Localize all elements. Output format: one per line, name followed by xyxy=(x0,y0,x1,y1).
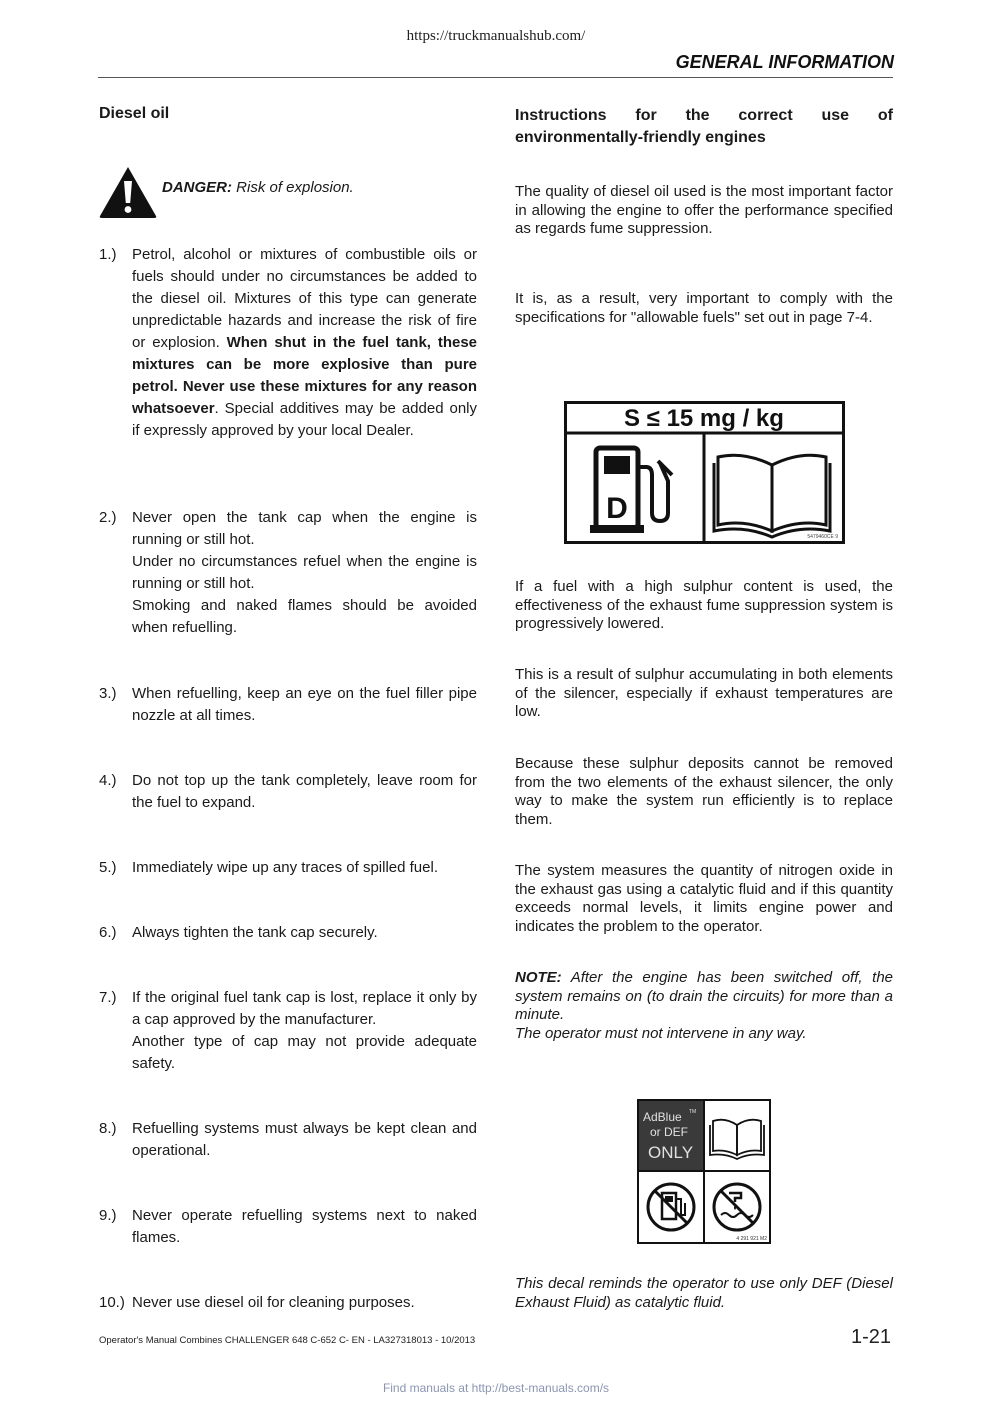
list-number: 5.) xyxy=(99,859,117,876)
list-number: 3.) xyxy=(99,685,117,702)
list-text: Never use diesel oil for cleaning purposes. xyxy=(132,1294,415,1311)
sulphur-fuel-decal xyxy=(564,401,845,544)
list-item xyxy=(99,922,477,944)
def-label-or-def: or DEF xyxy=(650,1125,689,1139)
note-text: After the engine has been switched off, the system remains on (to drain the circuits) for more than a minute. xyxy=(515,969,893,1023)
paragraph: The system measures the quantity of nitrogen oxide in the exhaust gas using a catalytic fluid and if this quantity exceeds normal levels, it limits engine power and indicates the problem to the operator. xyxy=(515,862,893,935)
note-label: NOTE: xyxy=(515,969,562,986)
danger-label: DANGER: xyxy=(162,179,232,196)
def-label-adblue: AdBlue xyxy=(643,1110,682,1124)
list-number: 10.) xyxy=(99,1294,125,1311)
list-item xyxy=(99,1205,477,1249)
fuel-type-letter: D xyxy=(606,492,628,525)
list-item xyxy=(99,244,477,442)
footer-manual-info: Operator's Manual Combines CHALLENGER 648 C-652 C- EN - LA327318013 - 10/2013 xyxy=(99,1335,476,1346)
decal-sulphur-limit: S ≤ 15 mg / kg xyxy=(624,405,784,432)
paragraph: If a fuel with a high sulphur content is used, the effectiveness of the exhaust fume suppression system is progressively lowered. xyxy=(515,578,893,632)
warning-triangle-icon xyxy=(98,165,158,219)
list-text: Do not top up the tank completely, leave room for the fuel to expand. xyxy=(132,772,477,811)
footer-find-manuals-link[interactable]: Find manuals at http://best-manuals.com/s xyxy=(382,1381,610,1395)
list-number: 8.) xyxy=(99,1120,117,1137)
list-item xyxy=(99,507,477,639)
list-text: Never open the tank cap when the engine is running or still hot. xyxy=(132,509,477,548)
paragraph: It is, as a result, very important to comply with the specifications for "allowable fuels" set out in page 7-4. xyxy=(515,290,893,326)
section-title: GENERAL INFORMATION xyxy=(675,52,894,72)
header-url: https://truckmanualshub.com/ xyxy=(406,28,586,44)
list-text: Petrol, alcohol or mixtures of combustible oils or fuels should under no circumstances be added to the diesel oil. Mixtures of this type can generate unpredictable hazards and increase the risk of fire or explosion. xyxy=(132,246,477,351)
paragraph: This is a result of sulphur accumulating in both elements of the silencer, especially if exhaust temperatures are low. xyxy=(515,666,893,720)
danger-text: Risk of explosion. xyxy=(232,179,354,196)
list-text: Another type of cap may not provide adequate safety. xyxy=(132,1033,477,1072)
list-text: Never operate refuelling systems next to naked flames. xyxy=(132,1207,477,1246)
list-item xyxy=(99,987,477,1075)
list-text: If the original fuel tank cap is lost, replace it only by a cap approved by the manufacturer. xyxy=(132,989,477,1028)
list-number: 7.) xyxy=(99,989,117,1006)
list-item xyxy=(99,1292,477,1314)
list-item xyxy=(99,1118,477,1162)
paragraph: The quality of diesel oil used is the most important factor in allowing the engine to offer the performance specified as regards fume suppression. xyxy=(515,183,893,237)
diesel-oil-heading: Diesel oil xyxy=(99,105,170,122)
list-text: When refuelling, keep an eye on the fuel filler pipe nozzle at all times. xyxy=(132,685,477,724)
list-text: Smoking and naked flames should be avoided when refuelling. xyxy=(132,597,477,636)
list-number: 9.) xyxy=(99,1207,117,1224)
page-number: 1-21 xyxy=(851,1326,892,1348)
list-number: 2.) xyxy=(99,509,117,526)
list-text: Immediately wipe up any traces of spilled fuel. xyxy=(132,859,438,876)
note xyxy=(515,969,893,1043)
list-text: Always tighten the tank cap securely. xyxy=(132,924,378,941)
engine-instructions-heading: Instructions for the correct use of environmentally-friendly engines xyxy=(515,107,893,146)
decal-caption: This decal reminds the operator to use only DEF (Diesel Exhaust Fluid) as catalytic fluid. xyxy=(515,1275,893,1311)
list-item xyxy=(99,770,477,814)
def-fluid-decal xyxy=(637,1099,771,1244)
list-text-bold: When shut in the fuel tank, these mixtures can be more explosive than pure petrol. Never use these mixtures for any reason whatsoever xyxy=(132,334,478,417)
list-text: Refuelling systems must always be kept clean and operational. xyxy=(132,1120,477,1159)
list-number: 1.) xyxy=(99,246,117,263)
list-item xyxy=(99,857,477,879)
danger-warning xyxy=(162,179,354,196)
list-number: 4.) xyxy=(99,772,117,789)
decal-code: 4 291 921 M2 xyxy=(736,1236,767,1242)
list-text: . Special additives may be added only if expressly approved by your local Dealer. xyxy=(132,400,477,439)
header-rule xyxy=(98,77,893,78)
def-label-tm: TM xyxy=(689,1109,697,1115)
list-text: Under no circumstances refuel when the engine is running or still hot. xyxy=(132,553,477,592)
list-number: 6.) xyxy=(99,924,117,941)
list-item xyxy=(99,683,477,727)
decal-code: 5479460CE 9 xyxy=(807,534,838,540)
note-text: The operator must not intervene in any way. xyxy=(515,1024,807,1042)
def-label-only: ONLY xyxy=(648,1143,694,1162)
paragraph: Because these sulphur deposits cannot be removed from the two elements of the exhaust silencer, the only way to make the system run efficiently is to replace them. xyxy=(515,755,893,828)
